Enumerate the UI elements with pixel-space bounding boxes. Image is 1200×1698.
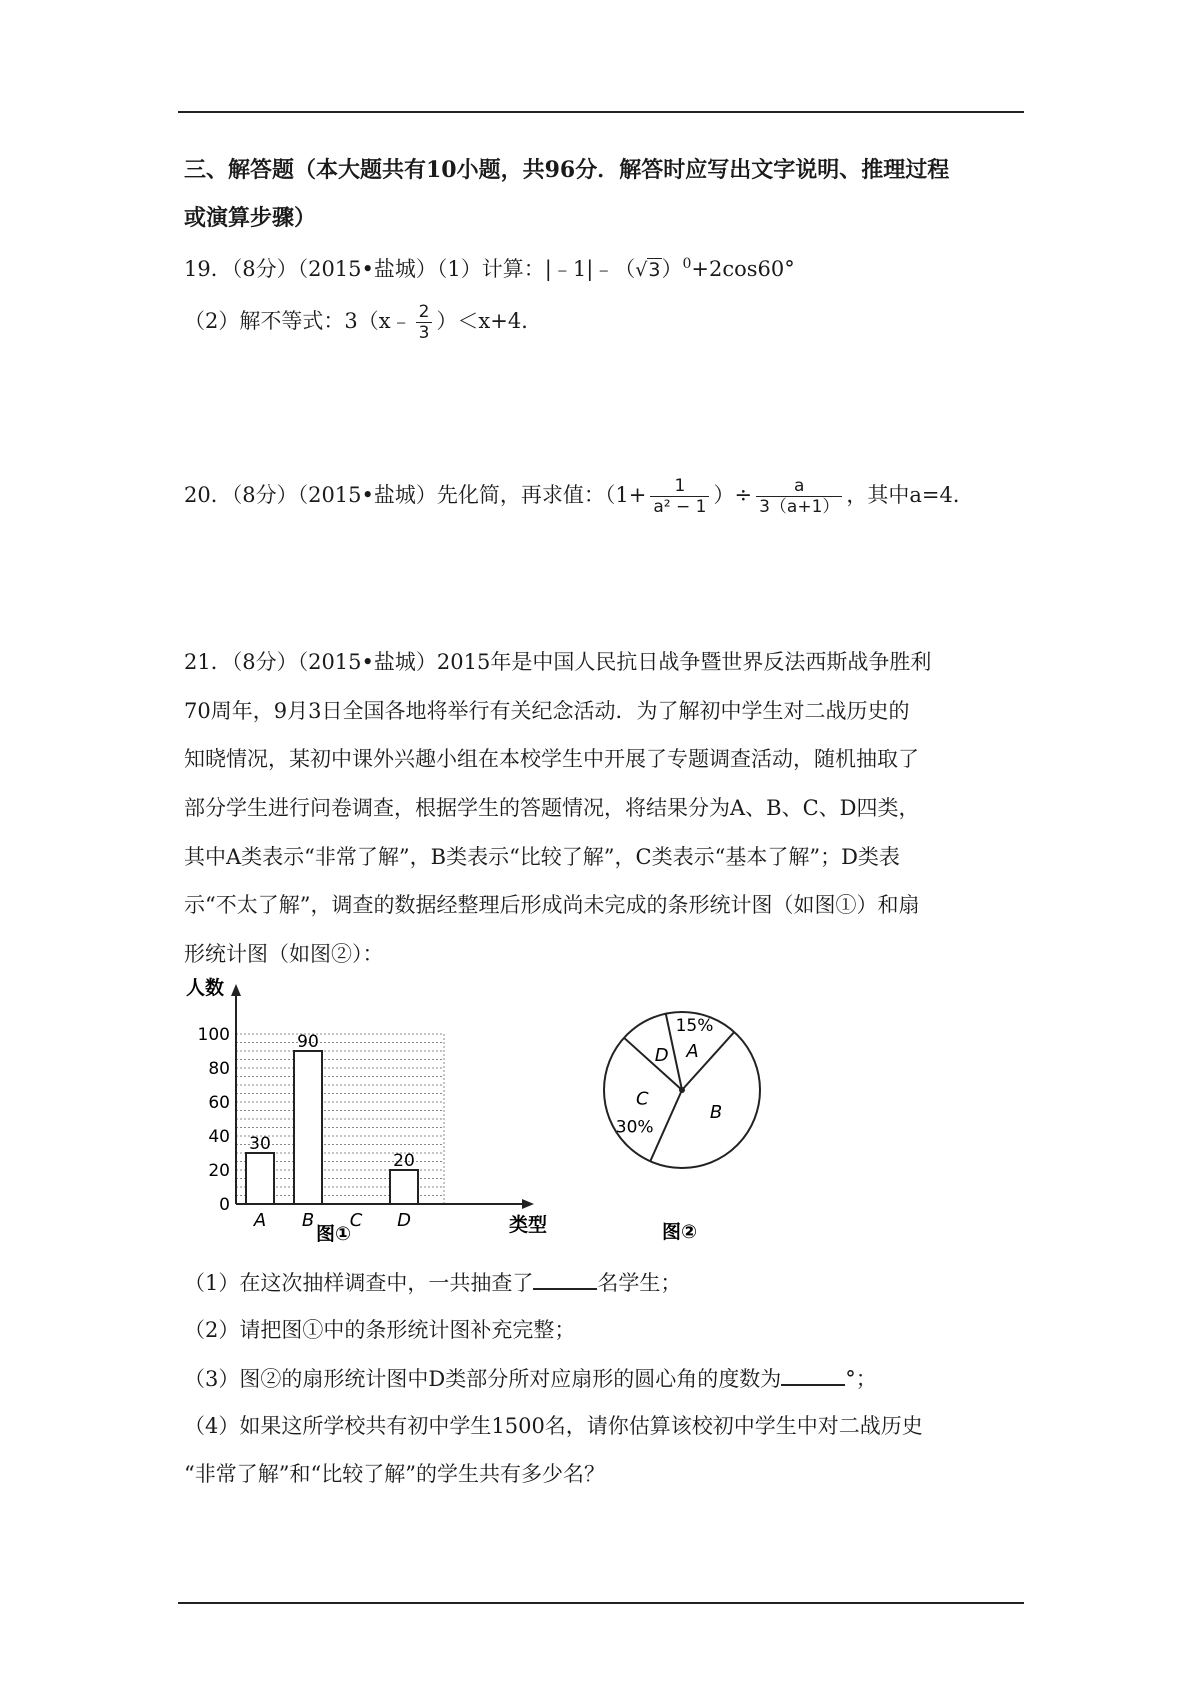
q20-frac1-den: a² − 1 bbox=[653, 497, 707, 517]
pie-divider-2 bbox=[650, 1090, 682, 1161]
q20-suffix: ，其中a=4． bbox=[846, 483, 974, 507]
pie-label-A: A bbox=[686, 1040, 699, 1062]
q20-frac2-den: 3（a+1） bbox=[759, 497, 840, 517]
top-rule bbox=[178, 111, 1024, 113]
q21-sub-3 bbox=[184, 1364, 877, 1393]
x-tick-label: D bbox=[397, 1210, 411, 1231]
q21-line-7: 形统计图（如图②）： bbox=[184, 942, 384, 966]
bar-chart bbox=[176, 972, 576, 1242]
q21-line-6: 示“不太了解”，调查的数据经整理后形成尚未完成的条形统计图（如图①）和扇 bbox=[184, 893, 920, 917]
q21-line-1: 21．（8分）（2015•盐城）2015年是中国人民抗日战争暨世界反法西斯战争胜利 bbox=[184, 650, 932, 674]
bar-D bbox=[390, 1170, 418, 1204]
pie-chart bbox=[594, 972, 794, 1242]
q21-sub-2: （2）请把图①中的条形统计图补充完整； bbox=[184, 1318, 576, 1342]
x-tick-label: A bbox=[253, 1210, 267, 1231]
answer-blank-1[interactable] bbox=[533, 1268, 597, 1290]
q21-sub1-suffix: 名学生； bbox=[597, 1271, 682, 1295]
q19-prefix: 19．（8分）（2015•盐城）（1）计算：|﹣1|﹣（ bbox=[184, 257, 636, 281]
q20-fraction-2 bbox=[756, 476, 842, 517]
q19-radicand: 3 bbox=[648, 259, 661, 281]
x-axis-title: 类型 bbox=[509, 1214, 548, 1236]
pie-chart-caption: 图② bbox=[662, 1221, 698, 1242]
y-tick-label: 40 bbox=[208, 1127, 230, 1147]
y-tick-label: 100 bbox=[197, 1025, 230, 1045]
x-axis-arrow bbox=[522, 1199, 534, 1209]
pie-percent-C: 30% bbox=[615, 1117, 654, 1138]
y-tick-label: 0 bbox=[219, 1195, 230, 1215]
q19-fraction bbox=[416, 302, 433, 343]
pie-percent-A: 15% bbox=[675, 1015, 714, 1036]
q21-line-5: 其中A类表示“非常了解”，B类表示“比较了解”，C类表示“基本了解”；D类表 bbox=[184, 845, 900, 869]
q20-fraction-1 bbox=[650, 476, 709, 517]
bar-chart-caption: 图① bbox=[316, 1223, 352, 1242]
y-axis-arrow bbox=[231, 984, 241, 996]
q20-prefix: 20．（8分）（2015•盐城）先化简，再求值：（1+ bbox=[184, 483, 647, 507]
bar-label-A: 30 bbox=[249, 1134, 271, 1154]
y-tick-label: 20 bbox=[208, 1161, 230, 1181]
q21-line-2: 70周年，9月3日全国各地将举行有关纪念活动．为了解初中学生对二战历史的 bbox=[184, 699, 910, 723]
q19-frac-num: 2 bbox=[416, 302, 433, 323]
q21-line-3: 知晓情况，某初中课外兴趣小组在本校学生中开展了专题调查活动，随机抽取了 bbox=[184, 747, 919, 771]
question-19-part1: 19．（8分）（2015•盐城）（1）计算：$|﹣1|﹣(√3)^0+2\cos 60^\circ$ bbox=[184, 250, 795, 284]
bar-label-D: 20 bbox=[393, 1151, 415, 1171]
q21-sub3-prefix: （3）图②的扇形统计图中D类部分所对应扇形的圆心角的度数为 bbox=[184, 1367, 782, 1391]
q19-part2-prefix: （2）解不等式：3（x﹣ bbox=[184, 309, 412, 333]
pie-label-B: B bbox=[709, 1102, 723, 1124]
y-tick-label: 60 bbox=[208, 1093, 230, 1113]
pie-center-dot bbox=[679, 1087, 685, 1093]
y-axis-title: 人数 bbox=[186, 977, 225, 999]
q19-suffix: +2cos60° bbox=[691, 257, 795, 281]
q19-part2-suffix: ）＜x+4． bbox=[436, 309, 543, 333]
sqrt-symbol: √3 bbox=[635, 259, 661, 281]
bottom-rule bbox=[178, 1602, 1024, 1604]
bar-A bbox=[246, 1153, 274, 1204]
q20-frac2-num: a bbox=[756, 476, 842, 497]
q21-sub-1 bbox=[184, 1268, 681, 1297]
bar-label-B: 90 bbox=[297, 1032, 319, 1052]
q19-frac-den: 3 bbox=[418, 323, 430, 343]
y-tick-label: 80 bbox=[208, 1059, 230, 1079]
pie-label-D: D bbox=[654, 1044, 669, 1066]
q21-sub3-suffix: °； bbox=[845, 1367, 877, 1391]
q21-sub-4-line2: “非常了解”和“比较了解”的学生共有多少名？ bbox=[184, 1462, 605, 1486]
q21-sub1-prefix: （1）在这次抽样调查中，一共抽查了 bbox=[184, 1271, 534, 1295]
x-tick-label: C bbox=[349, 1210, 363, 1231]
q19-exponent: 0 bbox=[682, 256, 692, 272]
answer-blank-2[interactable] bbox=[781, 1364, 845, 1386]
question-19-part2 bbox=[184, 302, 542, 343]
q20-mid: ）÷ bbox=[713, 483, 753, 507]
question-20 bbox=[184, 476, 974, 517]
x-tick-label: B bbox=[301, 1210, 315, 1231]
section-heading-line2: 或演算步骤） bbox=[184, 205, 317, 231]
bar-B bbox=[294, 1051, 322, 1204]
q21-sub-4-line1: （4）如果这所学校共有初中学生1500名，请你估算该校初中学生中对二战历史 bbox=[184, 1414, 923, 1438]
q21-line-4: 部分学生进行问卷调查，根据学生的答题情况，将结果分为A、B、C、D四类， bbox=[184, 796, 920, 820]
q20-frac1-num: 1 bbox=[650, 476, 709, 497]
section-heading-line1: 三、解答题（本大题共有10小题，共96分．解答时应写出文字说明、推理过程 bbox=[184, 157, 950, 183]
pie-label-C: C bbox=[636, 1088, 649, 1110]
